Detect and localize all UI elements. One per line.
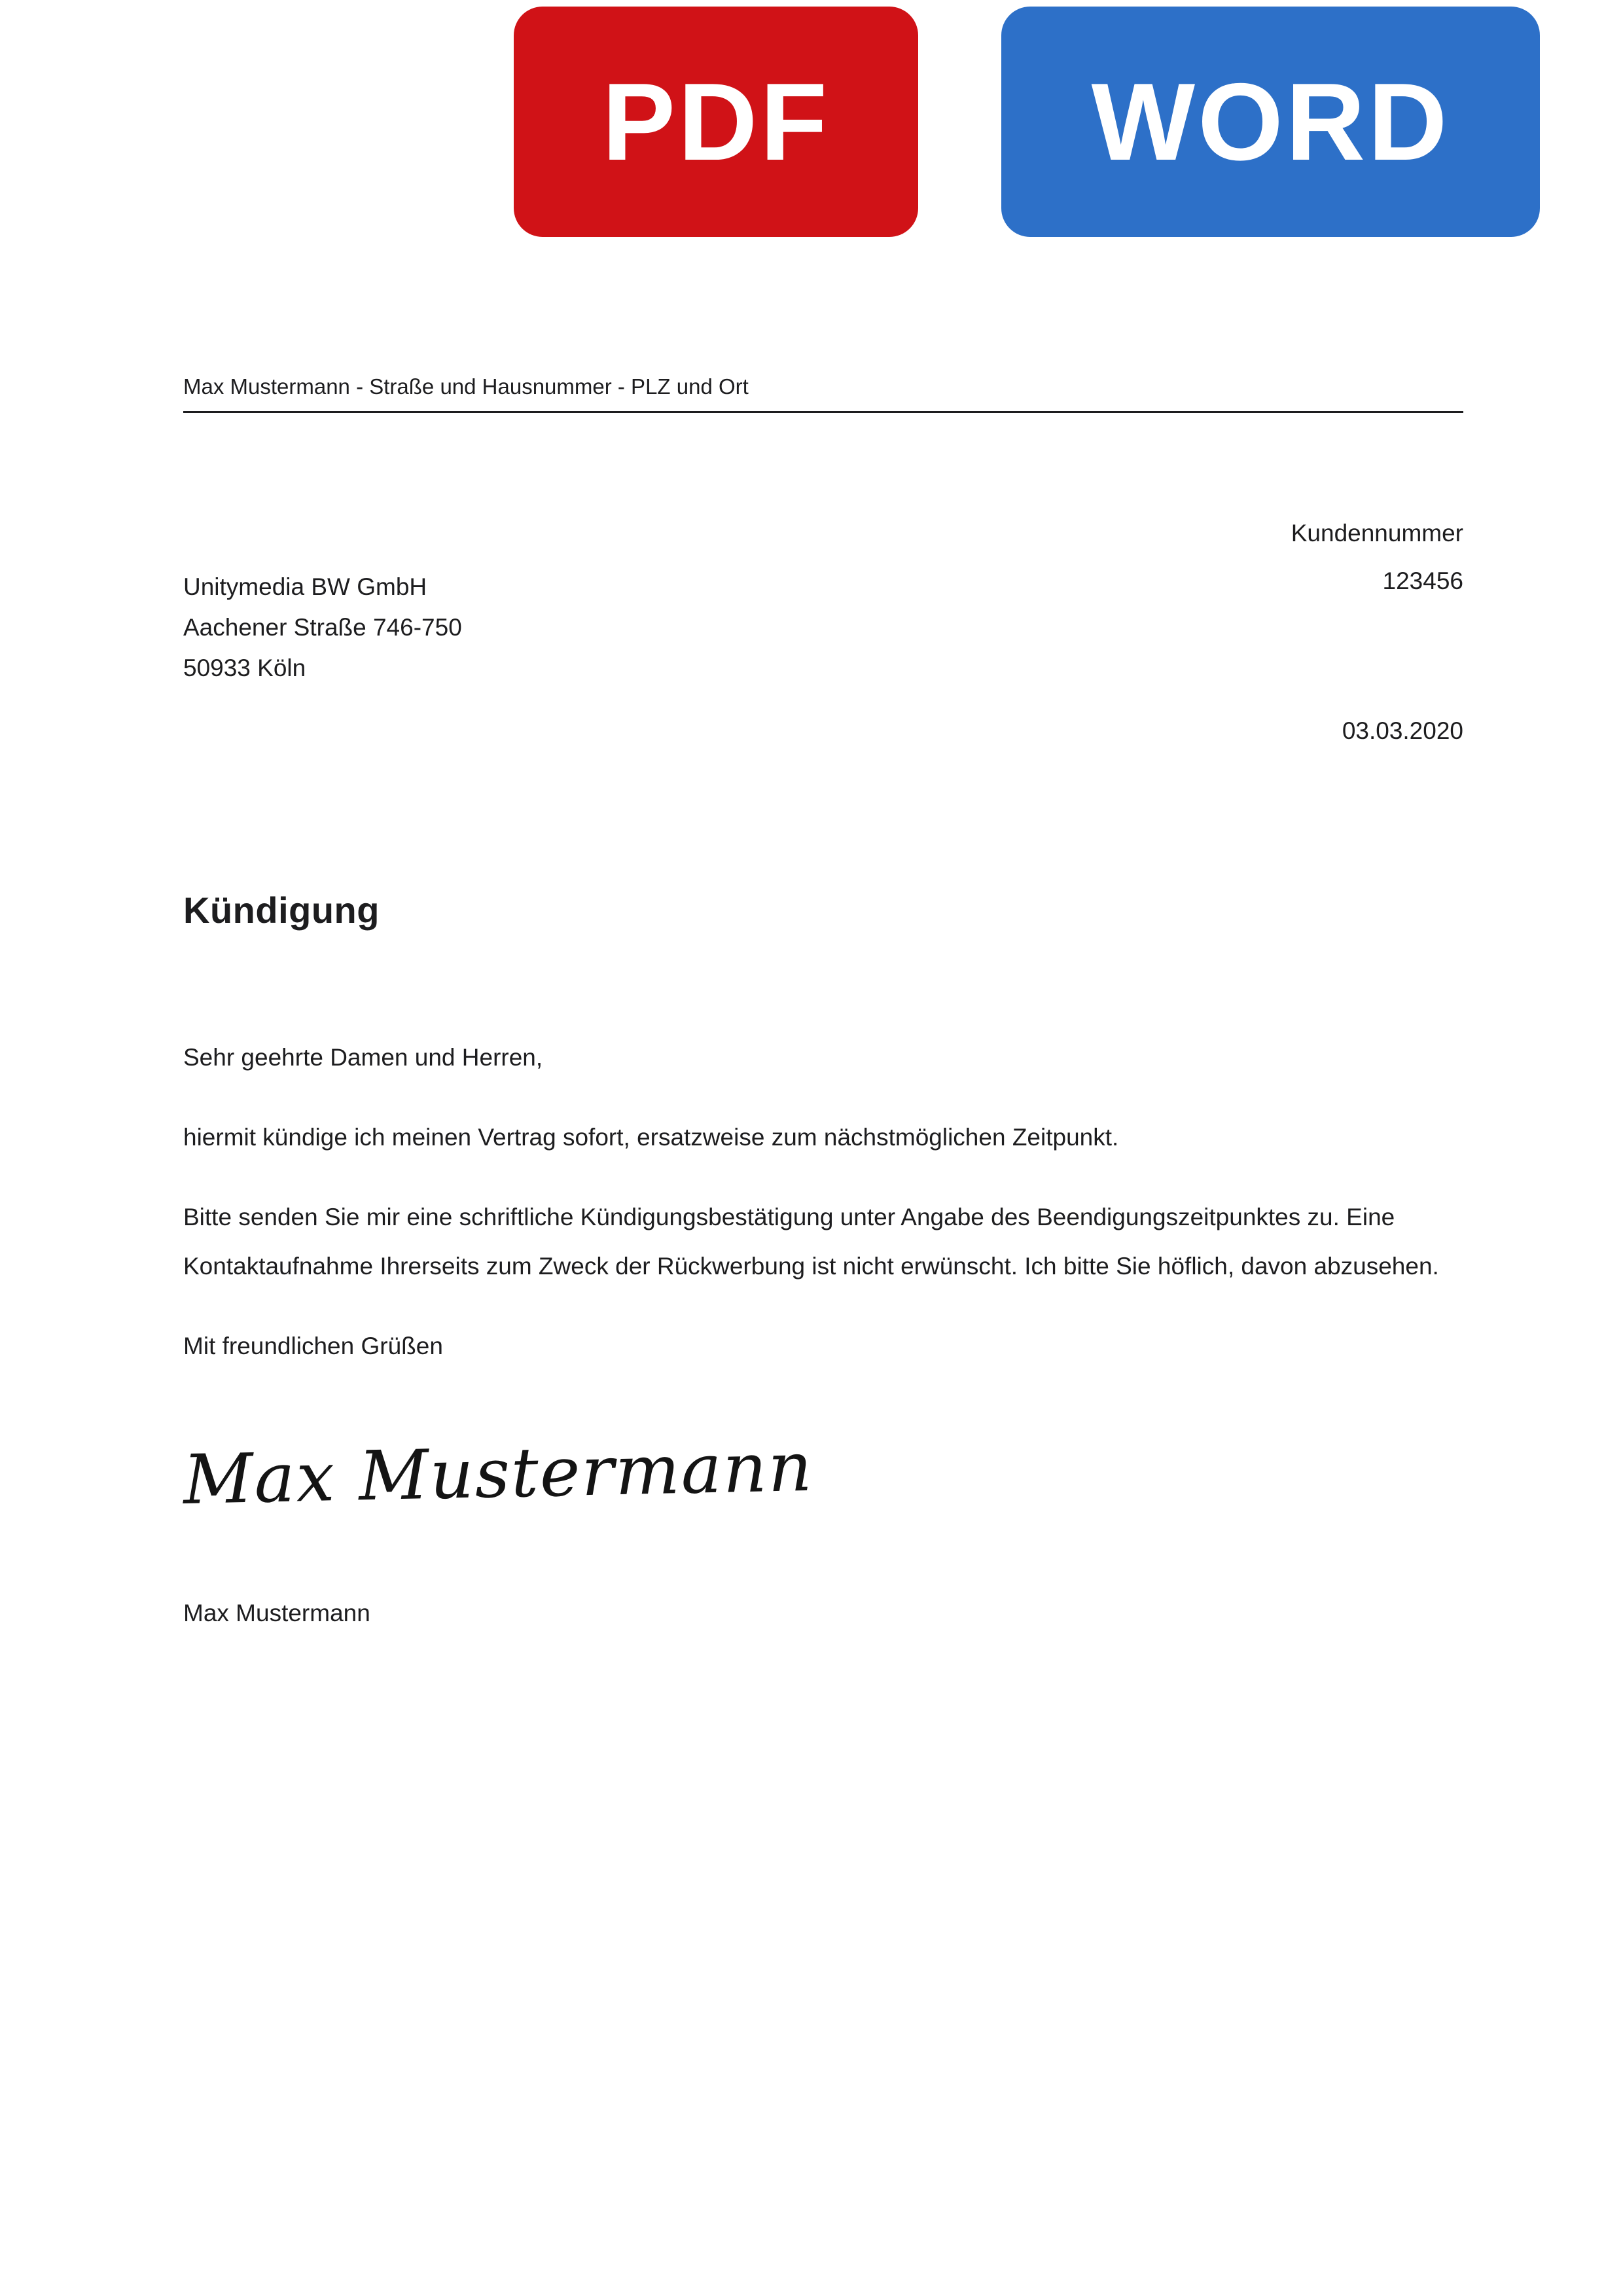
letter-body bbox=[183, 1033, 1463, 1401]
body-paragraph-2: Bitte senden Sie mir eine schriftliche Kündigungsbestätigung unter Angabe des Beendigungszeitpunktes zu. Eine Kontaktaufnahme Ihrerseits zum Zweck der Rückwerbung ist nicht erwünscht. Ich bitte Sie höflich, davon abzusehen. bbox=[183, 1204, 1439, 1280]
body-paragraph-1: hiermit kündige ich meinen Vertrag sofort, ersatzweise zum nächstmöglichen Zeitpunkt. bbox=[183, 1124, 1119, 1151]
pdf-download-button[interactable]: PDF bbox=[514, 7, 918, 237]
handwritten-signature: Max Mustermann bbox=[182, 1426, 814, 1520]
word-download-button[interactable]: WORD bbox=[1001, 7, 1540, 237]
recipient-name: Unitymedia BW GmbH bbox=[183, 573, 427, 600]
recipient-street: Aachener Straße 746-750 bbox=[183, 614, 462, 641]
recipient-city: 50933 Köln bbox=[183, 655, 306, 681]
letter-subject: Kündigung bbox=[183, 889, 380, 931]
closing-phrase: Mit freundlichen Grüßen bbox=[183, 1333, 443, 1359]
signature-printed-name: Max Mustermann bbox=[183, 1600, 370, 1626]
recipient-address bbox=[183, 567, 1463, 689]
salutation: Sehr geehrte Damen und Herren, bbox=[183, 1044, 543, 1071]
sender-address-line: Max Mustermann - Straße und Hausnummer - PLZ und Ort bbox=[183, 374, 1463, 413]
letter-date: 03.03.2020 bbox=[1342, 717, 1463, 744]
customer-number-label: Kundennummer bbox=[1291, 520, 1463, 547]
customer-number-value: 123456 bbox=[1382, 567, 1463, 594]
